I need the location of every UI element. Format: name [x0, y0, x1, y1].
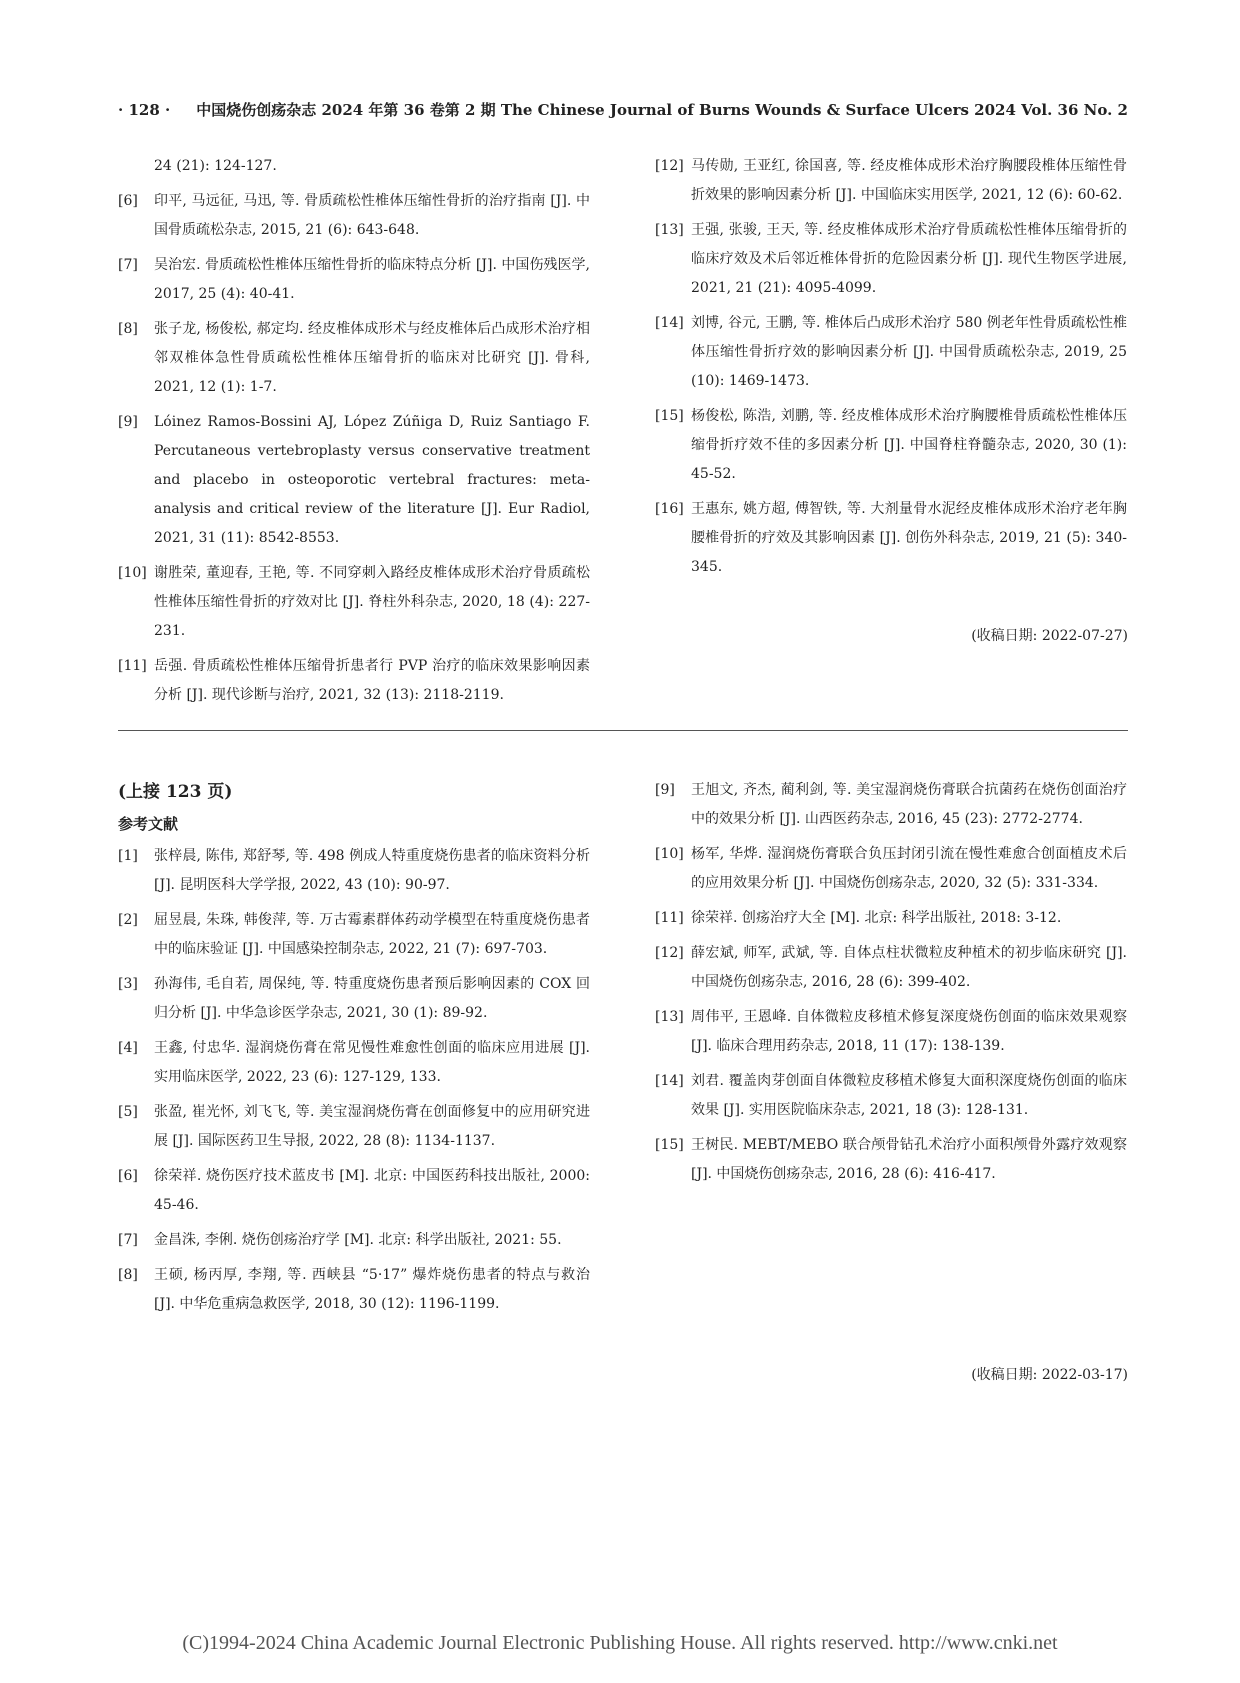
received-date: (收稿日期: 2022-03-17): [971, 1367, 1128, 1383]
reference-item: [16] 王惠东, 姚方超, 傅智铁, 等. 大剂量骨水泥经皮椎体成形术治疗老年胸腰椎骨折的疗效及其影响因素 [J]. 创伤外科杂志, 2019, 21 (5): 340-345.: [655, 501, 1127, 575]
references-heading: 参考文献: [118, 815, 179, 833]
bottom-left-column: [118, 776, 590, 1325]
reference-item: [9] 王旭文, 齐杰, 蔺利剑, 等. 美宝湿润烧伤膏联合抗菌药在烧伤创面治疗中的效果分析 [J]. 山西医药杂志, 2016, 45 (23): 2772-2774.: [655, 782, 1127, 827]
reference-item: [10] 谢胜荣, 董迎春, 王艳, 等. 不同穿刺入路经皮椎体成形术治疗骨质疏松性椎体压缩性骨折的疗效对比 [J]. 脊柱外科杂志, 2020, 18 (4): 227-231.: [118, 565, 590, 639]
top-right-column: [655, 152, 1127, 588]
reference-item: [13] 王强, 张骏, 王天, 等. 经皮椎体成形术治疗骨质疏松性椎体压缩骨折的临床疗效及术后邻近椎体骨折的危险因素分析 [J]. 现代生物医学进展, 2021, 21 (21): 4095-4099.: [655, 222, 1127, 296]
page-header: [118, 98, 1128, 122]
copyright-footer: (C)1994-2024 China Academic Journal Electronic Publishing House. All rights reserved. http://www.cnki.net: [182, 1632, 1058, 1654]
page-number: · 128 ·: [118, 101, 171, 119]
reference-item: [15] 杨俊松, 陈浩, 刘鹏, 等. 经皮椎体成形术治疗胸腰椎骨质疏松性椎体压缩骨折疗效不佳的多因素分析 [J]. 中国脊柱脊髓杂志, 2020, 30 (1): 45-52.: [655, 408, 1127, 482]
top-left-column: [118, 152, 590, 716]
reference-item: [5] 张盈, 崔光怀, 刘飞飞, 等. 美宝湿润烧伤膏在创面修复中的应用研究进展 [J]. 国际医药卫生导报, 2022, 28 (8): 1134-1137.: [118, 1104, 590, 1149]
reference-item: [6] 徐荣祥. 烧伤医疗技术蓝皮书 [M]. 北京: 中国医药科技出版社, 2000: 45-46.: [118, 1168, 590, 1213]
reference-item: [11] 岳强. 骨质疏松性椎体压缩骨折患者行 PVP 治疗的临床效果影响因素分析 [J]. 现代诊断与治疗, 2021, 32 (13): 2118-2119.: [118, 658, 590, 703]
reference-item: [8] 张子龙, 杨俊松, 郝定均. 经皮椎体成形术与经皮椎体后凸成形术治疗相邻双椎体急性骨质疏松性椎体压缩骨折的临床对比研究 [J]. 骨科, 2021, 12 (1): 1-7.: [118, 321, 590, 395]
reference-item: [8] 王硕, 杨丙厚, 李翔, 等. 西峡县 “5·17” 爆炸烧伤患者的特点与救治 [J]. 中华危重病急救医学, 2018, 30 (12): 1196-1199.: [118, 1267, 590, 1312]
reference-item: [12] 马传勋, 王亚红, 徐国喜, 等. 经皮椎体成形术治疗胸腰段椎体压缩性骨折效果的影响因素分析 [J]. 中国临床实用医学, 2021, 12 (6): 60-62.: [655, 158, 1127, 203]
reference-item: [3] 孙海伟, 毛自若, 周保纯, 等. 特重度烧伤患者预后影响因素的 COX 回归分析 [J]. 中华急诊医学杂志, 2021, 30 (1): 89-92.: [118, 976, 590, 1021]
reference-item: [13] 周伟平, 王恩峰. 自体微粒皮移植术修复深度烧伤创面的临床效果观察 [J]. 临床合理用药杂志, 2018, 11 (17): 138-139.: [655, 1009, 1127, 1054]
reference-item: [12] 薛宏斌, 师军, 武斌, 等. 自体点柱状微粒皮种植术的初步临床研究 [J]. 中国烧伤创疡杂志, 2016, 28 (6): 399-402.: [655, 945, 1127, 990]
reference-item: [14] 刘博, 谷元, 王鹏, 等. 椎体后凸成形术治疗 580 例老年性骨质疏松性椎体压缩性骨折疗效的影响因素分析 [J]. 中国骨质疏松杂志, 2019, 25 (10): 1469-1473.: [655, 315, 1127, 389]
reference-continuation: 24 (21): 124-127.: [154, 158, 277, 174]
reference-list-top-left: [118, 187, 590, 710]
reference-item: [1] 张梓晨, 陈伟, 郑舒琴, 等. 498 例成人特重度烧伤患者的临床资料分析 [J]. 昆明医科大学学报, 2022, 43 (10): 90-97.: [118, 848, 590, 893]
journal-title: 中国烧伤创疡杂志 2024 年第 36 卷第 2 期 The Chinese Journal of Burns Wounds & Surface Ulcers 2024 Vol. 36 No. 2: [196, 101, 1128, 119]
reference-item: [11] 徐荣祥. 创疡治疗大全 [M]. 北京: 科学出版社, 2018: 3-12.: [655, 910, 1062, 926]
reference-item: [15] 王树民. MEBT/MEBO 联合颅骨钻孔术治疗小面积颅骨外露疗效观察 [J]. 中国烧伤创疡杂志, 2016, 28 (6): 416-417.: [655, 1137, 1127, 1182]
received-date: (收稿日期: 2022-07-27): [971, 628, 1128, 644]
reference-item: [2] 屈昱晨, 朱珠, 韩俊萍, 等. 万古霉素群体药动学模型在特重度烧伤患者中的临床验证 [J]. 中国感染控制杂志, 2022, 21 (7): 697-703.: [118, 912, 590, 957]
bottom-right-column: [655, 776, 1127, 1195]
reference-item: [9] Lóinez Ramos-Bossini AJ, López Zúñiga D, Ruiz Santiago F. Percutaneous vertebroplasty versus conservative treatment and placebo in osteoporotic vertebral fractures: meta-analysis and critical review of the literature [J]. Eur Radiol, 2021, 31 (11): 8542-8553.: [118, 414, 590, 546]
reference-item: [10] 杨军, 华烨. 湿润烧伤膏联合负压封闭引流在慢性难愈合创面植皮术后的应用效果分析 [J]. 中国烧伤创疡杂志, 2020, 32 (5): 331-334.: [655, 846, 1127, 891]
reference-item: [14] 刘君. 覆盖肉芽创面自体微粒皮移植术修复大面积深度烧伤创面的临床效果 [J]. 实用医院临床杂志, 2021, 18 (3): 128-131.: [655, 1073, 1127, 1118]
reference-item: [6] 印平, 马远征, 马迅, 等. 骨质疏松性椎体压缩性骨折的治疗指南 [J]. 中国骨质疏松杂志, 2015, 21 (6): 643-648.: [118, 193, 590, 238]
reference-item: [7] 吴治宏. 骨质疏松性椎体压缩性骨折的临床特点分析 [J]. 中国伤残医学, 2017, 25 (4): 40-41.: [118, 257, 590, 302]
section-divider: [118, 730, 1128, 731]
reference-item: [7] 金昌洙, 李俐. 烧伤创疡治疗学 [M]. 北京: 科学出版社, 2021: 55.: [118, 1232, 562, 1248]
reference-item: [4] 王鑫, 付忠华. 湿润烧伤膏在常见慢性难愈性创面的临床应用进展 [J]. 实用临床医学, 2022, 23 (6): 127-129, 133.: [118, 1040, 590, 1085]
continued-from-label: (上接 123 页): [118, 782, 233, 802]
